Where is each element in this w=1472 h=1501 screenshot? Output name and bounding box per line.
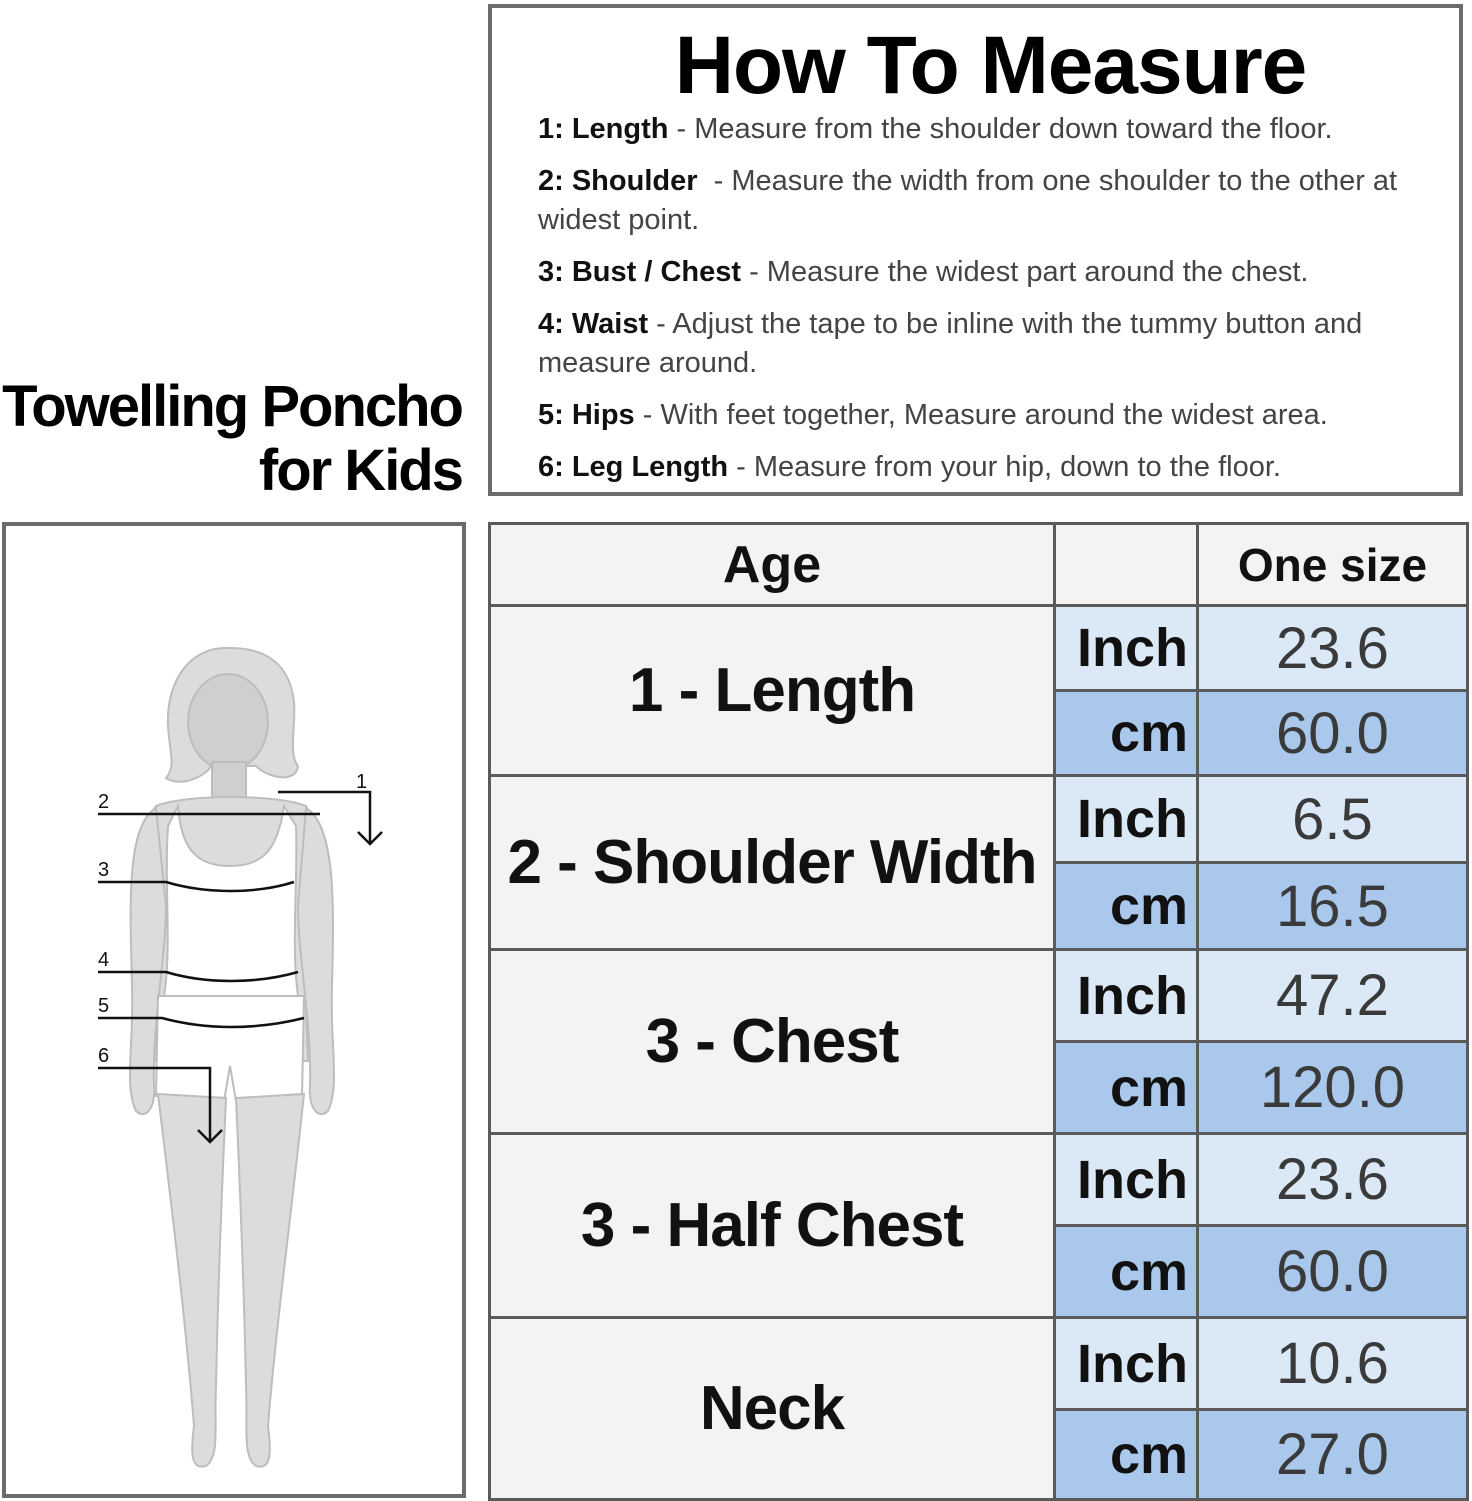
value-neck-inch: 10.6 xyxy=(1198,1318,1468,1410)
measure-item-shoulder xyxy=(538,162,1439,240)
unit-inch: Inch xyxy=(1055,1318,1198,1410)
face-shape xyxy=(188,674,268,770)
measure-item-label: 6: Leg Length xyxy=(538,451,729,483)
measure-item-leg-length xyxy=(538,448,1439,487)
value-half-chest-inch: 23.6 xyxy=(1198,1134,1468,1226)
unit-cm: cm xyxy=(1055,863,1198,950)
marker-3-label: 3 xyxy=(98,859,110,881)
product-title-line1: Towelling Poncho xyxy=(2,374,462,439)
unit-inch: Inch xyxy=(1055,950,1198,1042)
table-row xyxy=(490,950,1468,1042)
row-label-half-chest: 3 - Half Chest xyxy=(490,1134,1055,1318)
table-row xyxy=(490,606,1468,691)
unit-cm: cm xyxy=(1055,1226,1198,1318)
measure-item-text: - Measure the widest part around the chest. xyxy=(741,256,1309,288)
right-leg-shape xyxy=(236,1094,304,1467)
measure-instructions xyxy=(538,110,1439,500)
how-to-measure-panel xyxy=(488,4,1463,496)
unit-inch: Inch xyxy=(1055,776,1198,863)
value-chest-inch: 47.2 xyxy=(1198,950,1468,1042)
header-age: Age xyxy=(490,524,1055,606)
shorts-shape xyxy=(156,996,304,1101)
product-title xyxy=(0,375,462,503)
measure-item-length xyxy=(538,110,1439,149)
header-one-size: One size xyxy=(1198,524,1468,606)
unit-cm: cm xyxy=(1055,1042,1198,1134)
marker-1-label: 1 xyxy=(356,771,368,793)
value-neck-cm: 27.0 xyxy=(1198,1410,1468,1500)
row-label-neck: Neck xyxy=(490,1318,1055,1500)
measure-item-text: - Measure from the shoulder down toward the floor. xyxy=(668,113,1333,145)
measure-item-waist xyxy=(538,305,1439,383)
value-shoulder-cm: 16.5 xyxy=(1198,863,1468,950)
measure-item-label: 2: Shoulder xyxy=(538,165,698,197)
marker-2-label: 2 xyxy=(98,791,110,813)
value-length-cm: 60.0 xyxy=(1198,691,1468,776)
value-length-inch: 23.6 xyxy=(1198,606,1468,691)
marker-4-label: 4 xyxy=(98,949,110,971)
left-leg-shape xyxy=(158,1094,226,1467)
measure-item-label: 5: Hips xyxy=(538,399,635,431)
marker-6-label: 6 xyxy=(98,1045,110,1067)
neck-shape xyxy=(212,762,246,798)
measure-item-hips xyxy=(538,396,1439,435)
unit-inch: Inch xyxy=(1055,1134,1198,1226)
measure-item-label: 3: Bust / Chest xyxy=(538,256,742,288)
measure-item-label: 1: Length xyxy=(538,113,669,145)
table-header-row xyxy=(490,524,1468,606)
measure-item-text: - Measure the width from one shoulder to the other at widest point. xyxy=(538,165,1406,236)
measure-item-chest xyxy=(538,253,1439,292)
how-to-measure-title: How To Measure xyxy=(674,20,1307,111)
marker-5-label: 5 xyxy=(98,995,110,1017)
size-chart-table xyxy=(488,522,1469,1501)
unit-inch: Inch xyxy=(1055,606,1198,691)
table-row xyxy=(490,1318,1468,1410)
value-chest-cm: 120.0 xyxy=(1198,1042,1468,1134)
measure-item-text: - With feet together, Measure around the widest area. xyxy=(634,399,1328,431)
unit-cm: cm xyxy=(1055,691,1198,776)
table-row xyxy=(490,776,1468,863)
measure-item-text: - Measure from your hip, down to the floor. xyxy=(728,451,1281,483)
row-label-length: 1 - Length xyxy=(490,606,1055,776)
table-row xyxy=(490,1134,1468,1226)
row-label-chest: 3 - Chest xyxy=(490,950,1055,1134)
header-unit xyxy=(1055,524,1198,606)
value-half-chest-cm: 60.0 xyxy=(1198,1226,1468,1318)
body-figure-panel xyxy=(2,522,466,1498)
product-title-line2: for Kids xyxy=(258,438,462,503)
child-body-illustration xyxy=(6,526,462,1494)
unit-cm: cm xyxy=(1055,1410,1198,1500)
value-shoulder-inch: 6.5 xyxy=(1198,776,1468,863)
row-label-shoulder-width: 2 - Shoulder Width xyxy=(490,776,1055,950)
measure-item-text: - Adjust the tape to be inline with the tummy button and measure around. xyxy=(538,308,1363,379)
measure-item-label: 4: Waist xyxy=(538,308,649,340)
